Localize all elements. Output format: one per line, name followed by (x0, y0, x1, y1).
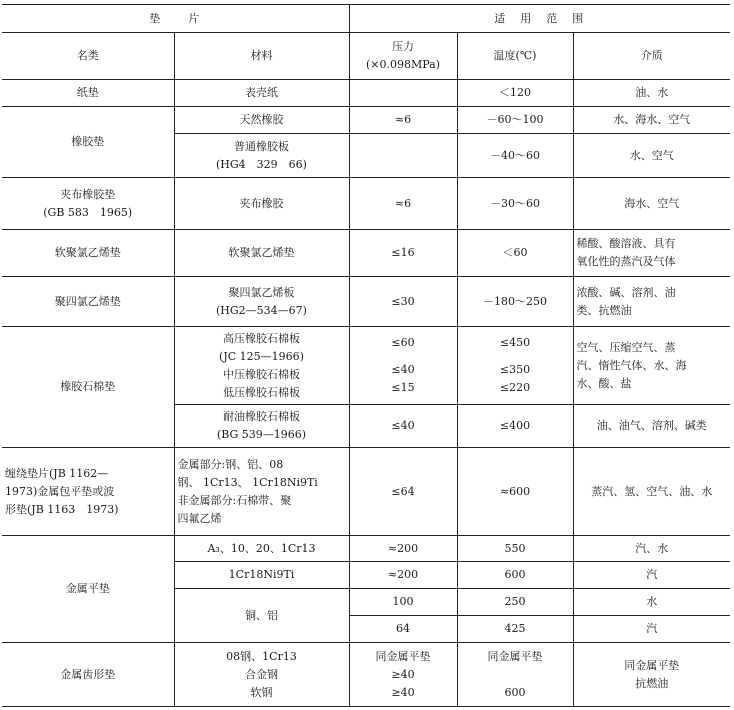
temperature-cell: 600 (457, 562, 573, 589)
medium-cell: 油、水 (573, 80, 730, 107)
material-line: 高压橡胶石棉板 (223, 331, 300, 345)
type-line: 夹布橡胶垫 (60, 187, 116, 201)
pressure-cell: ≈6 (349, 178, 457, 230)
medium-cell: 汽 (573, 616, 730, 643)
material-line: 耐油橡胶石棉板 (223, 410, 300, 423)
medium-line: 稀酸、酸溶液、具有 (576, 237, 676, 250)
medium-cell: 汽、水 (573, 536, 730, 562)
pressure-line: ≥40 (391, 667, 415, 681)
medium-cell (573, 277, 730, 327)
type-cell: 软聚氯乙烯垫 (2, 230, 174, 277)
medium-cell: 油、油气、溶剂、碱类 (573, 405, 730, 448)
table-row (2, 178, 730, 230)
table-row (2, 643, 730, 707)
type-cell: 聚四氯乙烯垫 (2, 277, 174, 327)
type-cell: 橡胶石棉垫 (2, 327, 174, 448)
material-cell: 1Cr18Ni9Ti (174, 562, 349, 589)
type-cell: 金属齿形垫 (2, 643, 174, 707)
temperature-line: 同金属平垫 (487, 649, 543, 663)
col-type: 名类 (2, 33, 174, 80)
material-cell (174, 643, 349, 707)
temperature-cell: －40～60 (457, 134, 573, 178)
type-cell: 金属平垫 (2, 536, 174, 643)
table-row (2, 230, 730, 277)
pressure-line: ≤15 (391, 381, 415, 394)
pressure-line: ≥40 (391, 685, 415, 699)
material-line: (JC 125—1966) (219, 349, 304, 363)
material-line: 四氟乙烯 (177, 511, 222, 525)
header-row (2, 5, 730, 33)
pressure-cell (349, 327, 457, 405)
pressure-cell: 64 (349, 616, 457, 643)
header-range: 适 用 范 围 (349, 5, 730, 33)
type-cell (2, 448, 174, 536)
temperature-line: ≤450 (499, 336, 531, 349)
medium-line: 类、抗燃油 (576, 303, 632, 317)
material-cell (174, 327, 349, 405)
col-pressure-unit: (×0.098MPa) (365, 58, 441, 71)
spacer (461, 352, 570, 361)
temperature-cell: －30～60 (457, 178, 573, 230)
subheader-row (2, 33, 730, 80)
col-medium: 介质 (573, 33, 730, 80)
material-cell: 软聚氯乙烯垫 (174, 230, 349, 277)
medium-cell: 水 (573, 589, 730, 616)
material-cell (174, 277, 349, 327)
col-material: 材料 (174, 33, 349, 80)
medium-cell (573, 327, 730, 405)
temperature-cell: 250 (457, 589, 573, 616)
medium-line: 汽、惰性气体、水、海 (576, 358, 687, 372)
temperature-cell: 425 (457, 616, 573, 643)
material-cell (174, 448, 349, 536)
temperature-cell: －180～250 (457, 277, 573, 327)
medium-cell: 水、空气 (573, 134, 730, 178)
pressure-cell: 100 (349, 589, 457, 616)
spacer (353, 352, 454, 361)
pressure-line: ≤40 (391, 363, 415, 376)
temperature-line: 600 (504, 685, 526, 699)
pressure-cell (349, 643, 457, 707)
temperature-cell (457, 643, 573, 707)
table-row (2, 277, 730, 327)
col-temperature: 温度(℃) (457, 33, 573, 80)
temperature-cell: ≈600 (457, 448, 573, 536)
temperature-cell: ≤400 (457, 405, 573, 448)
material-cell: 铜、铝 (174, 589, 349, 643)
temperature-cell: ＜120 (457, 80, 573, 107)
table-row (2, 107, 730, 134)
medium-line: 浓酸、碱、溶剂、油 (576, 285, 676, 299)
pressure-cell: ≤40 (349, 405, 457, 448)
medium-cell: 海水、空气 (573, 178, 730, 230)
col-pressure (349, 33, 457, 80)
material-line: 金属部分:钢、铝、08 (177, 457, 284, 471)
pressure-cell: ≈200 (349, 536, 457, 562)
material-line: (BG 539—1966) (216, 428, 307, 441)
material-line: 钢、 1Cr13、 1Cr18Ni9Ti (177, 475, 318, 489)
temperature-cell: 550 (457, 536, 573, 562)
medium-line: 同金属平垫 (624, 658, 680, 672)
type-cell: 橡胶垫 (2, 107, 174, 178)
material-line: (HG4 329 66) (216, 157, 307, 171)
type-line: 形垫(JB 1163 1973) (5, 502, 119, 516)
col-pressure-label: 压力 (392, 40, 414, 53)
pressure-cell: ≤64 (349, 448, 457, 536)
medium-line: 氧化性的蒸汽及气体 (576, 255, 676, 268)
temperature-cell: ＜60 (457, 230, 573, 277)
material-cell (174, 134, 349, 178)
material-cell: 表壳纸 (174, 80, 349, 107)
medium-cell: 蒸汽、氢、空气、油、水 (573, 448, 730, 536)
medium-cell (573, 643, 730, 707)
temperature-cell: －60～100 (457, 107, 573, 134)
table-row (2, 448, 730, 536)
material-line: 合金钢 (245, 667, 278, 681)
material-line: 普通橡胶板 (234, 139, 289, 153)
header-gasket: 垫 片 (2, 5, 349, 33)
material-line: (HG2—534—67) (216, 303, 307, 317)
spacer (461, 666, 570, 684)
material-cell: 天然橡胶 (174, 107, 349, 134)
pressure-line: 同金属平垫 (375, 649, 431, 663)
material-cell: 夹布橡胶 (174, 178, 349, 230)
material-cell: A₃、10、20、1Cr13 (174, 536, 349, 562)
medium-line: 水、酸、盐 (576, 376, 632, 390)
material-line: 软钢 (250, 685, 273, 699)
pressure-line: ≤60 (391, 336, 415, 349)
material-line: 08钢、1Cr13 (226, 649, 297, 663)
pressure-cell (349, 134, 457, 178)
type-cell (2, 178, 174, 230)
medium-line: 空气、压缩空气、蒸 (576, 340, 676, 354)
pressure-cell: ≤16 (349, 230, 457, 277)
temperature-line: ≤220 (499, 381, 531, 394)
table-row (2, 80, 730, 107)
pressure-cell (349, 80, 457, 107)
pressure-cell: ≈6 (349, 107, 457, 134)
material-line: 低压橡胶石棉板 (223, 385, 300, 399)
material-line: 聚四氯乙烯板 (228, 285, 295, 299)
type-line: 1973)金属包平垫或波 (5, 484, 115, 498)
type-cell: 纸垫 (2, 80, 174, 107)
temperature-cell (457, 327, 573, 405)
pressure-cell: ≤30 (349, 277, 457, 327)
medium-line: 抗燃油 (635, 676, 669, 690)
pressure-cell: ≈200 (349, 562, 457, 589)
table-row (2, 536, 730, 562)
material-line: 中压橡胶石棉板 (223, 367, 300, 381)
medium-cell: 汽 (573, 562, 730, 589)
material-line: 非金属部分:石棉带、聚 (177, 493, 292, 507)
temperature-line: ≤350 (499, 363, 531, 376)
material-cell (174, 405, 349, 448)
table-row (2, 327, 730, 405)
medium-cell: 水、海水、空气 (573, 107, 730, 134)
gasket-table (2, 4, 730, 707)
type-line: 缠绕垫片(JB 1162— (5, 466, 109, 480)
medium-cell (573, 230, 730, 277)
type-line: (GB 583 1965) (43, 205, 133, 219)
